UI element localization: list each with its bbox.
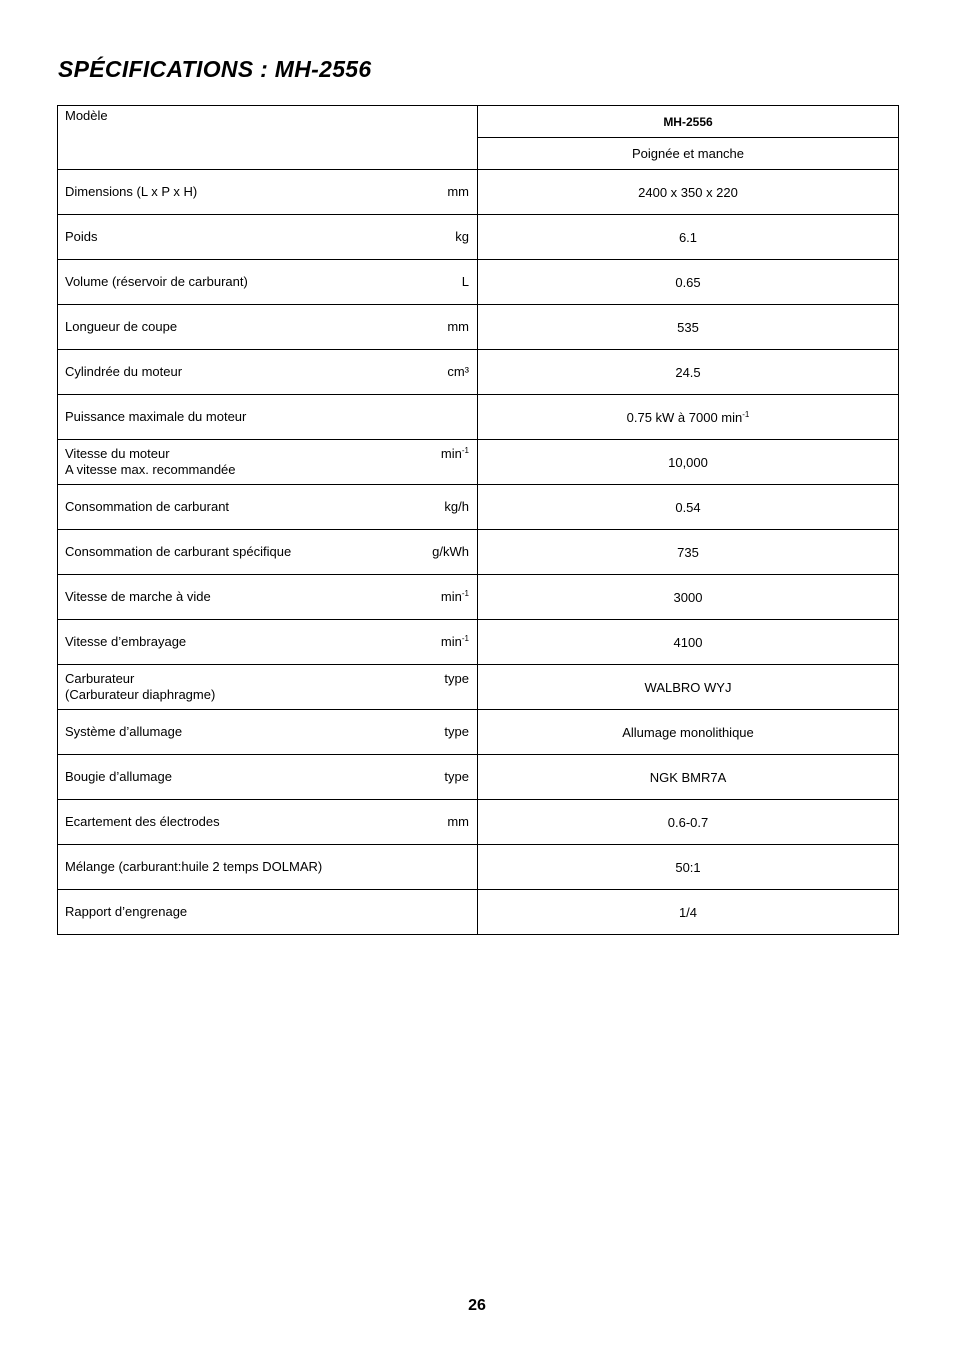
spec-unit (432, 544, 469, 560)
spec-label-text: Consommation de carburant spécifique (65, 544, 292, 559)
spec-label-cell (58, 170, 478, 215)
spec-label (65, 229, 98, 245)
model-label: Modèle (65, 108, 108, 123)
spec-label-cell (58, 665, 478, 710)
spec-value: 50:1 (675, 859, 701, 875)
spec-unit-exponent: -1 (461, 634, 469, 643)
spec-value: 535 (677, 319, 699, 335)
spec-label (65, 274, 248, 290)
spec-label-secondary: (Carburateur diaphragme) (65, 687, 216, 702)
spec-value: 2400 x 350 x 220 (638, 184, 738, 200)
spec-value: 0.75 kW à 7000 min (626, 409, 743, 425)
spec-label-cell (58, 485, 478, 530)
spec-unit-text: type (444, 671, 469, 686)
spec-value: 3000 (673, 589, 703, 605)
model-name: MH-2556 (663, 114, 713, 129)
spec-label-cell (58, 620, 478, 665)
spec-unit-text: type (444, 724, 469, 739)
spec-unit (444, 499, 469, 515)
spec-label (65, 319, 177, 335)
spec-label (65, 769, 172, 785)
spec-label-cell (58, 395, 478, 440)
table-row (58, 755, 899, 800)
spec-label-cell (58, 530, 478, 575)
spec-label (65, 671, 215, 703)
spec-label-cell (58, 350, 478, 395)
spec-unit (444, 724, 469, 740)
spec-value: 1/4 (678, 904, 698, 920)
model-name-cell (478, 106, 899, 138)
spec-unit-text: min (440, 589, 462, 604)
spec-label-text: Carburateur (65, 671, 135, 686)
spec-unit (455, 229, 469, 245)
spec-value-cell (478, 575, 899, 620)
spec-unit (441, 589, 469, 605)
spec-label-cell (58, 305, 478, 350)
spec-value-cell (478, 260, 899, 305)
table-row (58, 800, 899, 845)
spec-label-cell (58, 575, 478, 620)
table-row (58, 440, 899, 485)
spec-value-cell (478, 800, 899, 845)
spec-value-cell (478, 170, 899, 215)
spec-unit-text: min (440, 446, 462, 461)
table-row (58, 845, 899, 890)
specifications-table (57, 105, 899, 935)
spec-label-text: Rapport d’engrenage (65, 904, 188, 919)
table-row (58, 665, 899, 710)
spec-value-cell (478, 440, 899, 485)
spec-value: 0.6-0.7 (667, 814, 709, 830)
spec-value-cell (478, 305, 899, 350)
spec-value: 0.54 (675, 499, 701, 515)
spec-value-cell (478, 350, 899, 395)
spec-value: Allumage monolithique (622, 724, 754, 740)
table-row (58, 485, 899, 530)
spec-unit (441, 446, 469, 462)
spec-label (65, 634, 186, 650)
spec-label-text: Ecartement des électrodes (65, 814, 220, 829)
table-header-row (58, 106, 899, 138)
spec-label (65, 859, 322, 875)
spec-value-cell (478, 530, 899, 575)
spec-value: 24.5 (675, 364, 701, 380)
spec-label-text: Vitesse du moteur (65, 446, 170, 461)
spec-label-text: Consommation de carburant (65, 499, 230, 514)
table-row (58, 620, 899, 665)
spec-unit-text: type (444, 769, 469, 784)
spec-label-text: Volume (réservoir de carburant) (65, 274, 248, 289)
spec-label-secondary: A vitesse max. recommandée (65, 462, 236, 477)
spec-unit-text: cm³ (447, 364, 469, 379)
table-row (58, 260, 899, 305)
spec-label (65, 364, 182, 380)
spec-value-cell (478, 485, 899, 530)
spec-label (65, 814, 220, 830)
spec-label-cell (58, 215, 478, 260)
spec-unit-text: mm (447, 184, 469, 199)
spec-label-cell (58, 755, 478, 800)
spec-value: 0.65 (675, 274, 701, 290)
spec-label-cell (58, 710, 478, 755)
spec-unit (441, 634, 469, 650)
spec-label-cell (58, 260, 478, 305)
spec-label-text: Vitesse de marche à vide (65, 589, 211, 604)
spec-unit (447, 184, 469, 200)
spec-label-text: Poids (65, 229, 98, 244)
model-variant-cell (478, 138, 899, 170)
spec-unit-text: g/kWh (432, 544, 469, 559)
model-variant: Poignée et manche (631, 146, 745, 161)
spec-unit-text: mm (447, 319, 469, 334)
spec-label-cell (58, 890, 478, 935)
spec-value-exponent: -1 (742, 409, 750, 419)
spec-value: 6.1 (678, 229, 698, 245)
spec-unit-text: mm (447, 814, 469, 829)
spec-value: 10,000 (668, 454, 708, 470)
table-row (58, 890, 899, 935)
table-row (58, 575, 899, 620)
table-row (58, 170, 899, 215)
spec-label-text: Vitesse d’embrayage (65, 634, 187, 649)
spec-label-cell (58, 800, 478, 845)
spec-unit-text: min (440, 634, 462, 649)
spec-label-cell (58, 440, 478, 485)
spec-value: NGK BMR7A (649, 769, 727, 785)
spec-label-text: Puissance maximale du moteur (65, 409, 247, 424)
spec-value-cell (478, 395, 899, 440)
page-title: SPÉCIFICATIONS : MH-2556 (58, 56, 372, 82)
spec-label-text: Longueur de coupe (65, 319, 178, 334)
spec-unit-exponent: -1 (461, 446, 469, 455)
spec-unit-text: L (461, 274, 469, 289)
table-row (58, 395, 899, 440)
spec-value-cell (478, 665, 899, 710)
spec-label-text: Dimensions (L x P x H) (65, 184, 198, 199)
table-row (58, 350, 899, 395)
spec-label (65, 544, 291, 560)
spec-label (65, 499, 229, 515)
spec-value: 735 (677, 544, 699, 560)
spec-value-cell (478, 215, 899, 260)
spec-value-cell (478, 710, 899, 755)
spec-unit (447, 364, 469, 380)
spec-value-cell (478, 890, 899, 935)
spec-value: WALBRO WYJ (644, 679, 732, 695)
spec-value-cell (478, 755, 899, 800)
spec-unit (444, 671, 469, 687)
page-number: 26 (468, 1297, 486, 1314)
spec-label (65, 409, 246, 425)
spec-unit-text: kg/h (444, 499, 469, 514)
spec-label (65, 446, 236, 478)
spec-value-cell (478, 845, 899, 890)
table-row (58, 530, 899, 575)
spec-unit-text: kg (455, 229, 469, 244)
spec-label-text: Mélange (carburant:huile 2 temps DOLMAR) (65, 859, 323, 874)
spec-label-text: Cylindrée du moteur (65, 364, 183, 379)
spec-unit (462, 274, 469, 290)
spec-unit (447, 319, 469, 335)
spec-label (65, 724, 182, 740)
table-row (58, 710, 899, 755)
spec-value-cell (478, 620, 899, 665)
spec-label (65, 589, 211, 605)
spec-label (65, 904, 187, 920)
spec-unit-exponent: -1 (461, 589, 469, 598)
spec-label-text: Bougie d’allumage (65, 769, 172, 784)
table-row (58, 305, 899, 350)
spec-value: 4100 (673, 634, 703, 650)
spec-label (65, 184, 197, 200)
spec-unit (447, 814, 469, 830)
spec-label-text: Système d’allumage (65, 724, 183, 739)
spec-unit (444, 769, 469, 785)
model-label-cell (58, 106, 478, 170)
spec-label-cell (58, 845, 478, 890)
table-row (58, 215, 899, 260)
